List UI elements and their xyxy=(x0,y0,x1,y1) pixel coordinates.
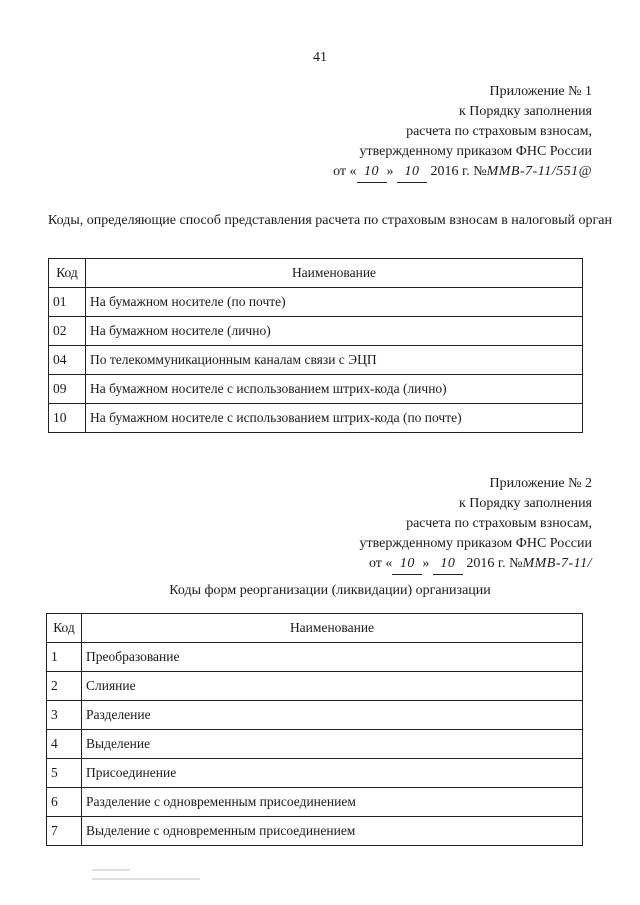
row-name: Выделение xyxy=(82,730,583,759)
row-name: По телекоммуникационным каналам связи с ЭЦП xyxy=(86,346,583,375)
column-header-name: Наименование xyxy=(82,614,583,643)
footer-stamp xyxy=(92,866,202,887)
column-header-code: Код xyxy=(49,259,86,288)
row-code: 5 xyxy=(47,759,82,788)
year-text: 2016 г. № xyxy=(466,556,523,571)
appendix-1-header xyxy=(333,82,592,183)
handwritten-month: 10 xyxy=(433,554,463,575)
row-name: На бумажном носителе с использованием штрих-кода (лично) xyxy=(86,375,583,404)
row-code: 6 xyxy=(47,788,82,817)
row-code: 3 xyxy=(47,701,82,730)
table-row xyxy=(47,701,583,730)
appendix-date-line xyxy=(360,554,592,575)
row-name: На бумажном носителе (по почте) xyxy=(86,288,583,317)
table-row xyxy=(49,317,583,346)
year-text: 2016 г. № xyxy=(430,164,487,179)
row-code: 02 xyxy=(49,317,86,346)
table-row xyxy=(47,643,583,672)
row-name: Разделение xyxy=(82,701,583,730)
table-row xyxy=(47,730,583,759)
table-row xyxy=(49,375,583,404)
appendix-2-header xyxy=(360,474,592,575)
page-number: 41 xyxy=(313,50,327,65)
table-row xyxy=(47,759,583,788)
row-name: Разделение с одновременным присоединением xyxy=(82,788,583,817)
table-header-row xyxy=(49,259,583,288)
appendix-line: к Порядку заполнения xyxy=(458,496,592,511)
appendix-title: Приложение № 2 xyxy=(489,476,592,491)
row-name: На бумажном носителе с использованием штрих-кода (по почте) xyxy=(86,404,583,433)
appendix-date-line xyxy=(333,162,592,183)
table-row xyxy=(49,288,583,317)
table-row xyxy=(49,346,583,375)
appendix-line: к Порядку заполнения xyxy=(458,104,592,119)
table-1-title: Коды, определяющие способ представления расчета по страховым взносам в налоговый орган xyxy=(48,213,612,228)
row-name: Выделение с одновременным присоединением xyxy=(82,817,583,846)
table-header-row xyxy=(47,614,583,643)
row-name: Присоединение xyxy=(82,759,583,788)
row-code: 10 xyxy=(49,404,86,433)
handwritten-day: 10 xyxy=(357,162,387,183)
column-header-name: Наименование xyxy=(86,259,583,288)
appendix-line: утвержденному приказом ФНС России xyxy=(359,536,592,551)
row-code: 4 xyxy=(47,730,82,759)
date-mid: » xyxy=(422,556,430,571)
row-code: 09 xyxy=(49,375,86,404)
reorganization-forms-table xyxy=(46,613,583,846)
row-code: 1 xyxy=(47,643,82,672)
row-code: 01 xyxy=(49,288,86,317)
handwritten-day: 10 xyxy=(392,554,422,575)
row-code: 04 xyxy=(49,346,86,375)
row-name: Слияние xyxy=(82,672,583,701)
date-prefix: от « xyxy=(368,556,393,571)
appendix-title: Приложение № 1 xyxy=(489,84,592,99)
submission-method-table xyxy=(48,258,583,433)
table-row xyxy=(47,672,583,701)
table-row xyxy=(47,788,583,817)
handwritten-month: 10 xyxy=(397,162,427,183)
row-name: На бумажном носителе (лично) xyxy=(86,317,583,346)
table-row xyxy=(49,404,583,433)
date-prefix: от « xyxy=(333,164,357,179)
appendix-line: расчета по страховым взносам, xyxy=(406,516,592,531)
table-2-title: Коды форм реорганизации (ликвидации) организации xyxy=(169,583,491,598)
table-row xyxy=(47,817,583,846)
column-header-code: Код xyxy=(47,614,82,643)
row-code: 2 xyxy=(47,672,82,701)
handwritten-order-number: ММВ-7-11/ xyxy=(522,556,592,571)
handwritten-order-number: ММВ-7-11/551@ xyxy=(486,164,592,179)
faint-stamp-mark xyxy=(92,866,202,884)
appendix-line: расчета по страховым взносам, xyxy=(406,124,592,139)
row-name: Преобразование xyxy=(82,643,583,672)
date-mid: » xyxy=(386,164,394,179)
appendix-line: утвержденному приказом ФНС России xyxy=(359,144,592,159)
row-code: 7 xyxy=(47,817,82,846)
